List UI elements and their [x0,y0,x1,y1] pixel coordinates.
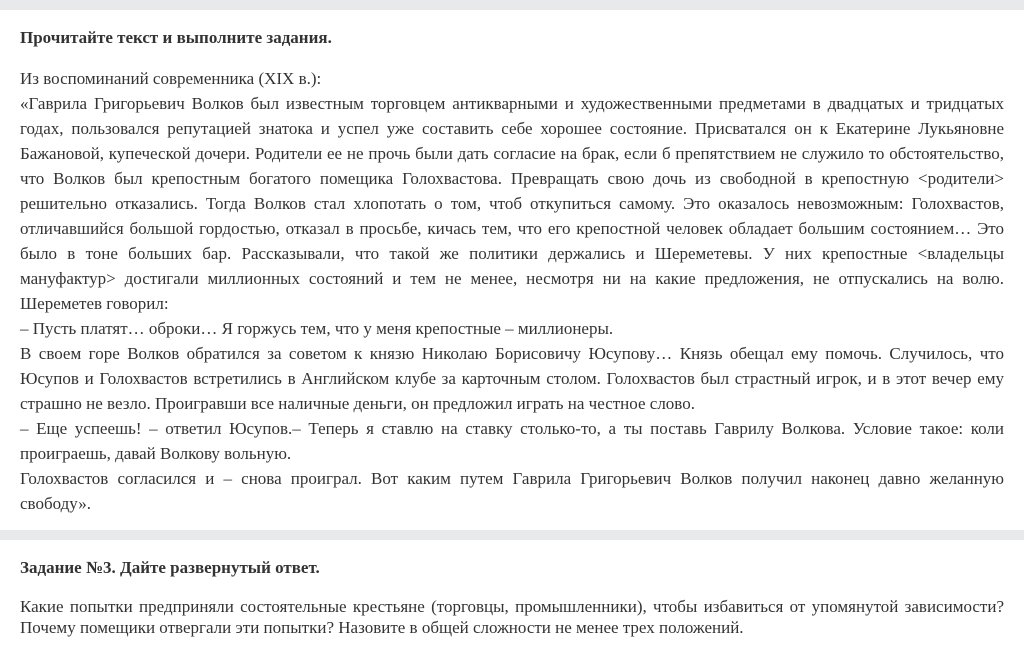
task-heading: Задание №3. Дайте развернутый ответ. [20,558,320,577]
reading-text-card [0,10,1024,530]
top-strip [0,0,1024,10]
text-paragraph-4: – Еще успеешь! – ответил Юсупов.– Теперь я ставлю на ставку столько-то, а ты поставь Гаврилу Волкова. Условие такое: коли проиграешь, давай Волкову вольную. [20,419,1004,463]
text-paragraph-3: В своем горе Волков обратился за советом к князю Николаю Борисовичу Юсупову… Князь обещал ему помочь. Случилось, что Юсупов и Голохвастов встретились в Английском клубе за карточным столом. Голохвастов был страстный игрок, и в этот вечер ему страшно не везло. Проигравши все наличные деньги, он предложил играть на честное слово. [20,344,1004,413]
task-card [0,540,1024,670]
source-caption: Из воспоминаний современника (XIX в.): [20,69,322,88]
text-paragraph-5: Голохвастов согласился и – снова проиграл. Вот каким путем Гаврила Григорьевич Волков получил наконец давно желанную свободу». [20,469,1004,513]
text-paragraph-1: «Гаврила Григорьевич Волков был известным торговцем антикварными и художественными предметами в двадцатых и тридцатых годах, пользовался репутацией знатока и успел уже составить себе хорошее состояние. Присватался он к Екатерине Лукьяновне Бажановой, купеческой дочери. Родители ее не прочь были дать согласие на брак, если б препятствием не служило то обстоятельство, что Волков был крепостным богатого помещика Голохвастова. Превращать свою дочь из свободной в крепостную <родители> решительно отказались. Тогда Волков стал хлопотать о том, чтоб откупиться самому. Это оказалось невозможным: Голохвастов, отличавшийся большой гордостью, отказал в просьбе, кичась тем, что его крепостной человек обладает большим состоянием… Это было в тоне больших бар. Рассказывали, что такой же политики держались и Шереметевы. У них крепостные <владельцы мануфактур> достигали миллионных состояний и тем не менее, несмотря ни на какие предложения, не отпускались на волю. Шереметев говорил: [20,94,1004,313]
task-question: Какие попытки предприняли состоятельные крестьяне (торговцы, промышленники), чтобы избавиться от упомянутой зависимости? Почему помещики отвергали эти попытки? Назовите в общей сложности не менее трех положений. [20,597,1004,637]
card-separator [0,530,1024,540]
text-paragraph-2: – Пусть платят… оброки… Я горжусь тем, что у меня крепостные – миллионеры. [20,319,614,338]
reading-instruction-heading: Прочитайте текст и выполните задания. [20,28,332,47]
